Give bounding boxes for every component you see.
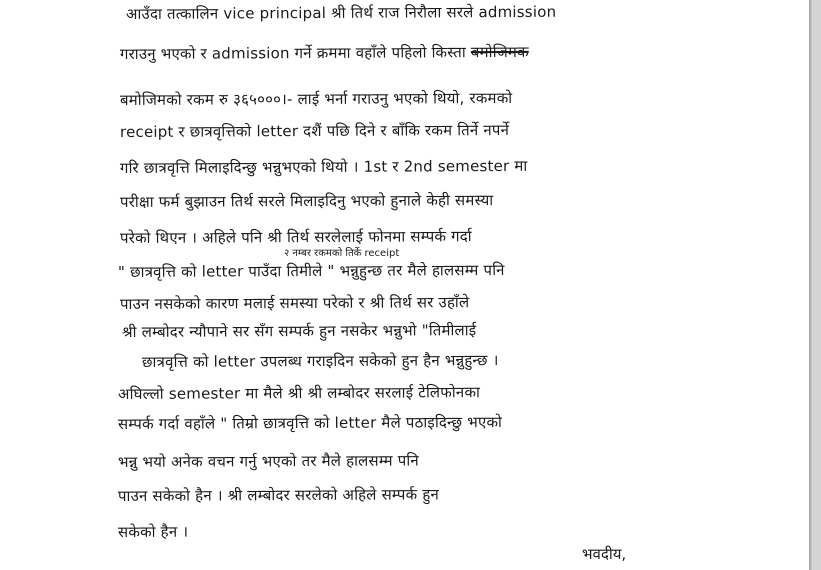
letter-line-7: परेको थिएन । अहिले पनि श्री तिर्थ सरलेलाई फोनमा सम्पर्क गर्दा [119, 227, 472, 247]
letter-line-8: " छात्रवृत्ति को letter पाउँदा तिमीले " भन्नुहुन्छ तर मैले हालसम्म पनि [117, 260, 505, 281]
letter-line-13: सम्पर्क गर्दा वहाँले " तिम्रो छात्रवृत्ति को letter मैले पठाइदिन्छु भएको [117, 412, 503, 433]
letter-line-11: छात्रवृत्ति को letter उपलब्ध गराइदिन सकेको हुन हैन भन्नुहुन्छ । [141, 351, 499, 371]
inserted-annotation: २ नम्बर रकमको तिर्के receipt [284, 248, 400, 259]
letter-line-14: भन्नु भयो अनेक वचन गर्नु भएको तर मैले हालसम्म पनि [117, 451, 419, 471]
letter-line-5: गरि छात्रवृत्ति मिलाइदिन्छु भन्नुभएको थियो । 1st र 2nd semester मा [119, 156, 528, 177]
letter-line-6: परीक्षा फर्म बुझाउन तिर्थ सरले मिलाइदिनु भएको हुनाले केही समस्या [119, 191, 494, 211]
struck-word: बमोजिमक [470, 42, 529, 62]
letter-line-12: अघिल्लो semester मा मैले श्री श्री लम्बोदर सरलाई टेलिफोनका [117, 383, 481, 403]
letter-line-3: बमोजिमको रकम रु ३६५०००।- लाई भर्ना गराउनु भएको थियो, रकमको [119, 88, 513, 109]
page-edge-shadow [809, 0, 812, 570]
signoff: भवदीय, [582, 545, 627, 563]
letter-line-2 [120, 42, 529, 64]
letter-line-4: receipt र छात्रवृत्तिको letter दशैं पछि दिने र बाँकि रकम तिर्ने नपर्ने [119, 120, 510, 141]
letter-line-15: पाउन सकेको हैन । श्री लम्बोदर सरलेको अहिले सम्पर्क हुन [117, 485, 440, 505]
letter-line-1: आउँदा तत्कालिन vice principal श्री तिर्थ राज निरौला सरले admission [125, 2, 557, 23]
letter-line-10: श्री लम्बोदर न्यौपाने सर सँग सम्पर्क हुन नसकेर भन्नुभो "तिमीलाई [121, 321, 477, 341]
letter-line-9: पाउन नसकेको कारण मलाई समस्या परेको र श्री तिर्थ सर उहाँले [119, 293, 470, 313]
letter-line-2-text: गराउनु भएको र admission गर्ने क्रममा वहाँले पहिलो किस्ता [119, 43, 466, 63]
letter-line-16: सकेको हैन । [117, 522, 189, 541]
